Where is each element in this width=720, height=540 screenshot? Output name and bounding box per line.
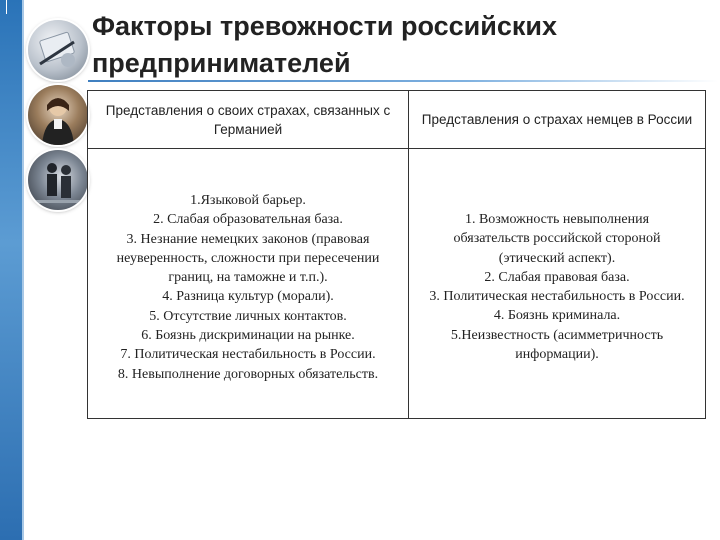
list-item: 4. Разница культур (морали). [162, 289, 334, 305]
list-item: информации). [515, 347, 599, 363]
list-item: 5. Отсутствие личных контактов. [149, 308, 347, 324]
list-item: неуверенность, сложности при пересечении [116, 250, 380, 266]
list-item: 6. Боязнь дискриминации на рынке. [141, 328, 355, 344]
header-own-fears: Представления о своих страхах, связанных с Германией [88, 91, 409, 149]
list-item: обязательств российской стороной [453, 231, 661, 247]
list-item: 2. Слабая образовательная база. [153, 212, 343, 228]
list-item: границ, на таможне и т.п.). [168, 270, 328, 286]
sidebar-accent-bar [0, 0, 22, 540]
office-supplies-illustration [28, 20, 88, 80]
list-item: 7. Политическая нестабильность в России. [120, 347, 376, 363]
title-underline [88, 80, 718, 82]
list-item: 5.Неизвестность (асимметричность [450, 327, 664, 343]
list-item: (этический аспект). [498, 250, 616, 266]
sidebar-tick [6, 0, 7, 14]
own-fears-cell [88, 149, 409, 419]
office-supplies-photo [28, 20, 88, 80]
table-header-row [88, 91, 706, 149]
page-title: Факторы тревожности российских предпринимателей [92, 11, 558, 78]
list-item: 8. Невыполнение договорных обязательств. [117, 366, 379, 382]
german-fears-cell [409, 149, 706, 419]
table-row [88, 149, 706, 419]
businesswoman-illustration [28, 85, 88, 145]
business-people-walking-photo [28, 150, 88, 210]
sidebar-divider-line [22, 0, 24, 540]
list-item: 1.Языковой барьер. [190, 193, 306, 208]
fears-table [87, 90, 706, 419]
list-item: 3. Незнание немецких законов (правовая [126, 231, 370, 247]
list-item: 2. Слабая правовая база. [484, 269, 630, 285]
header-german-fears: Представления о страхах немцев в России [409, 91, 706, 149]
business-people-illustration [28, 150, 88, 210]
list-item: 4. Боязнь криминала. [493, 308, 621, 324]
list-item: 1. Возможность невыполнения [464, 212, 650, 227]
list-item: 3. Политическая нестабильность в России. [429, 289, 685, 305]
businesswoman-photo [28, 85, 88, 145]
